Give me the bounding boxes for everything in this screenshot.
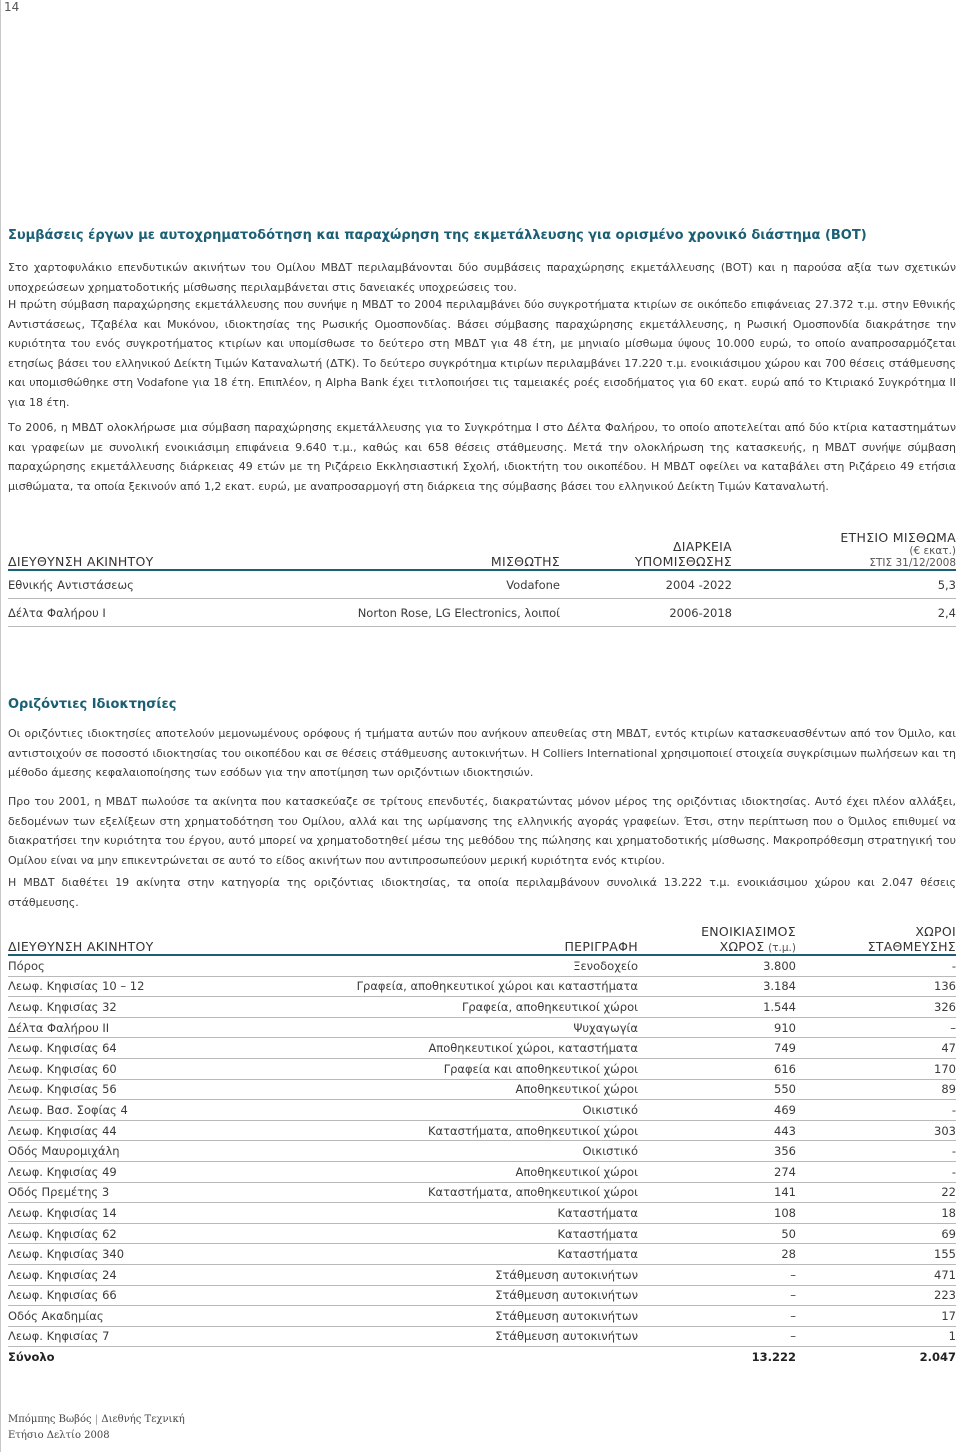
- page-margin-rule: [0, 0, 1, 1452]
- cell-area: 356: [638, 1141, 796, 1162]
- cell-address: Λεωφ. Κηφισίας 7: [8, 1326, 308, 1347]
- cell-address: Λεωφ. Κηφισίας 10 – 12: [8, 976, 308, 997]
- bot-section: [8, 228, 956, 243]
- cell-parking: 303: [796, 1120, 956, 1141]
- cell-description: Γραφεία, αποθηκευτικοί χώροι: [308, 997, 638, 1018]
- cell-area: 910: [638, 1017, 796, 1038]
- cell-parking: -: [796, 1100, 956, 1121]
- cell-parking: 170: [796, 1058, 956, 1079]
- bot-table-block: [8, 530, 956, 627]
- cell-area: 3.184: [638, 976, 796, 997]
- cell-area: 108: [638, 1203, 796, 1224]
- horizontal-table: [8, 924, 956, 1367]
- cell-rent: 2,4: [732, 599, 956, 627]
- cell-description: Γραφεία και αποθηκευτικοί χώροι: [308, 1058, 638, 1079]
- table-row: [8, 1285, 956, 1306]
- cell-parking: 326: [796, 997, 956, 1018]
- table-row: [8, 1017, 956, 1038]
- bot-paragraph-2-block: [8, 295, 956, 412]
- table-row: [8, 1244, 956, 1265]
- horizontal-paragraph-2: Προ του 2001, η ΜΒΔΤ πωλούσε τα ακίνητα που κατασκεύαζε σε τρίτους επενδυτές, διακρατώντας μόνον μέρος της οριζόντιας ιδιοκτησίας. Αυτό έχει πλέον αλλάξει, δεδομένων των εξελίξεων στη χρηματοδότηση του Ομίλου, αλλά και της ωρίμανσης της ελληνικής αγοράς γραφείων. Έτσι, στην περίπτωση που ο Όμιλος επιθυμεί να διακρατήσει την κυριότητα του έργου, αυτό μπορεί να χρηματοδοτηθεί μέσω της μεθόδου της πώλησης και χρηματοδοτικής μίσθωσης. Μακροπρόθεσμη στρατηγική του Ομίλου είναι να μην επικεντρώνεται σε αυτό το είδος ακινήτων που αντιπροσωπεύουν μερική κυριότητα ενός κτιρίου.: [8, 795, 956, 867]
- cell-area: –: [638, 1326, 796, 1347]
- cell-area: 50: [638, 1223, 796, 1244]
- cell-address: Δέλτα Φαλήρου ΙΙ: [8, 1017, 308, 1038]
- cell-description: Στάθμευση αυτοκινήτων: [308, 1285, 638, 1306]
- cell-description: Αποθηκευτικοί χώροι, καταστήματα: [308, 1038, 638, 1059]
- cell-description: Ψυχαγωγία: [308, 1017, 638, 1038]
- cell-address: Οδός Ακαδημίας: [8, 1306, 308, 1327]
- cell-area: 616: [638, 1058, 796, 1079]
- cell-description: Στάθμευση αυτοκινήτων: [308, 1264, 638, 1285]
- footer-doc-title: Διεθνής Τεχνική: [101, 1414, 185, 1425]
- cell-area: 274: [638, 1161, 796, 1182]
- cell-address: Λεωφ. Κηφισίας 32: [8, 997, 308, 1018]
- bot-section-title: Συμβάσεις έργων με αυτοχρηματοδότηση και παραχώρηση της εκμετάλλευσης για ορισμένο χρονικό διάστημα (ΒΟΤ): [8, 228, 867, 243]
- table-row: [8, 1264, 956, 1285]
- cell-parking: 18: [796, 1203, 956, 1224]
- cell-address: Λεωφ. Κηφισίας 49: [8, 1161, 308, 1182]
- cell-tenant: Vodafone: [338, 570, 560, 599]
- table-row: [8, 1100, 956, 1121]
- table-row: [8, 1038, 956, 1059]
- cell-area: 3.800: [638, 955, 796, 976]
- horizontal-header-area: ΕΝΟΙΚΙΑΣΙΜΟΣ ΧΩΡΟΣ (τ.μ.): [638, 924, 796, 955]
- cell-description: Αποθηκευτικοί χώροι: [308, 1161, 638, 1182]
- horizontal-header-description: ΠΕΡΙΓΡΑΦΗ: [308, 924, 638, 955]
- table-row: [8, 1141, 956, 1162]
- horizontal-section-title: Οριζόντιες Ιδιοκτησίες: [8, 697, 177, 712]
- page-number: 14: [4, 0, 20, 14]
- horizontal-paragraph-3-block: [8, 873, 956, 912]
- bot-paragraph-1-block: [8, 258, 956, 297]
- table-row: [8, 1326, 956, 1347]
- total-row: [8, 1347, 956, 1367]
- bot-header-address: ΔΙΕΥΘΥΝΣΗ ΑΚΙΝΗΤΟΥ: [8, 530, 338, 570]
- cell-description: Καταστήματα: [308, 1203, 638, 1224]
- total-parking: 2.047: [919, 1350, 956, 1365]
- cell-area: 141: [638, 1182, 796, 1203]
- cell-description: Οικιστικό: [308, 1141, 638, 1162]
- horizontal-paragraph-2-block: [8, 792, 956, 870]
- cell-parking: 17: [796, 1306, 956, 1327]
- cell-address: Λεωφ. Κηφισίας 64: [8, 1038, 308, 1059]
- total-area: 13.222: [751, 1350, 796, 1365]
- cell-parking: 223: [796, 1285, 956, 1306]
- table-row: [8, 1223, 956, 1244]
- cell-area: 28: [638, 1244, 796, 1265]
- cell-area: 749: [638, 1038, 796, 1059]
- cell-description: Καταστήματα, αποθηκευτικοί χώροι: [308, 1120, 638, 1141]
- cell-area: 469: [638, 1100, 796, 1121]
- cell-tenant: Norton Rose, LG Electronics, λοιποί: [338, 599, 560, 627]
- horizontal-section: [8, 697, 956, 712]
- cell-parking: 1: [796, 1326, 956, 1347]
- bot-header-duration: ΔΙΑΡΚΕΙΑ ΥΠΟΜΙΣΘΩΣΗΣ: [560, 530, 732, 570]
- cell-address: Λεωφ. Κηφισίας 66: [8, 1285, 308, 1306]
- table-row: [8, 1182, 956, 1203]
- footer-company: Μπόμπης Βωβός: [8, 1414, 92, 1425]
- total-description: [308, 1347, 638, 1367]
- cell-description: Γραφεία, αποθηκευτικοί χώροι και καταστήματα: [308, 976, 638, 997]
- cell-duration: 2006-2018: [560, 599, 732, 627]
- cell-address: Λεωφ. Κηφισίας 56: [8, 1079, 308, 1100]
- cell-parking: 22: [796, 1182, 956, 1203]
- cell-parking: -: [796, 955, 956, 976]
- cell-address: Εθνικής Αντιστάσεως: [8, 570, 338, 599]
- cell-description: Ξενοδοχείο: [308, 955, 638, 976]
- table-row: [8, 1079, 956, 1100]
- cell-rent: 5,3: [732, 570, 956, 599]
- bot-paragraph-3-block: [8, 418, 956, 496]
- cell-parking: 471: [796, 1264, 956, 1285]
- cell-description: Οικιστικό: [308, 1100, 638, 1121]
- horizontal-header-address: ΔΙΕΥΘΥΝΣΗ ΑΚΙΝΗΤΟΥ: [8, 924, 308, 955]
- footer-annual-report: Ετήσιο Δελτίο 2008: [8, 1430, 110, 1441]
- cell-address: Οδός Πρεμέτης 3: [8, 1182, 308, 1203]
- horizontal-paragraph-1-block: [8, 724, 956, 783]
- horizontal-paragraph-3: Η ΜΒΔΤ διαθέτει 19 ακίνητα στην κατηγορία της οριζόντιας ιδιοκτησίας, τα οποία περιλαμβάνουν συνολικά 13.222 τ.μ. ενοικιάσιμου χώρου και 2.047 θέσεις στάθμευσης.: [8, 876, 956, 909]
- cell-area: –: [638, 1306, 796, 1327]
- cell-area: 443: [638, 1120, 796, 1141]
- cell-parking: –: [796, 1017, 956, 1038]
- table-row: [8, 1120, 956, 1141]
- table-row: [8, 1203, 956, 1224]
- cell-description: Καταστήματα: [308, 1223, 638, 1244]
- cell-duration: 2004 -2022: [560, 570, 732, 599]
- bot-header-tenant: ΜΙΣΘΩΤΗΣ: [338, 530, 560, 570]
- cell-address: Λεωφ. Βασ. Σοφίας 4: [8, 1100, 308, 1121]
- cell-address: Λεωφ. Κηφισίας 62: [8, 1223, 308, 1244]
- total-label: Σύνολο: [8, 1350, 55, 1365]
- cell-parking: 89: [796, 1079, 956, 1100]
- cell-parking: 69: [796, 1223, 956, 1244]
- table-row: [8, 570, 956, 599]
- cell-description: Αποθηκευτικοί χώροι: [308, 1079, 638, 1100]
- bot-header-rent: ΕΤΗΣΙΟ ΜΙΣΘΩΜΑ (€ εκατ.) ΣΤΙΣ 31/12/2008: [732, 530, 956, 570]
- cell-area: 550: [638, 1079, 796, 1100]
- horizontal-header-parking: ΧΩΡΟΙ ΣΤΑΘΜΕΥΣΗΣ: [796, 924, 956, 955]
- cell-description: Καταστήματα: [308, 1244, 638, 1265]
- table-row: [8, 1058, 956, 1079]
- cell-area: –: [638, 1264, 796, 1285]
- cell-description: Στάθμευση αυτοκινήτων: [308, 1326, 638, 1347]
- cell-parking: 155: [796, 1244, 956, 1265]
- bot-table: [8, 530, 956, 627]
- table-row: [8, 955, 956, 976]
- cell-address: Λεωφ. Κηφισίας 340: [8, 1244, 308, 1265]
- cell-address: Λεωφ. Κηφισίας 44: [8, 1120, 308, 1141]
- table-row: [8, 1306, 956, 1327]
- horizontal-paragraph-1: Οι οριζόντιες ιδιοκτησίες αποτελούν μεμονωμένους ορόφους ή τμήματα αυτών που ανήκουν απευθείας στη ΜΒΔΤ, εντός κτιρίων κατασκευασθέντων από τον Όμιλο, και αντιστοιχούν σε ποσοστό ιδιοκτησίας του οικοπέδου και σε θέσεις στάθμευσης αυτοκινήτων. Η Colliers International χρησιμοποιεί στοιχεία συγκρίσιμων πωλήσεων και τη μέθοδο άμεσης κεφαλαιοποίησης των εσόδων για την αποτίμηση των οριζόντιων ιδιοκτησιών.: [8, 727, 956, 779]
- cell-address: Λεωφ. Κηφισίας 60: [8, 1058, 308, 1079]
- table-row: [8, 1161, 956, 1182]
- cell-address: Δέλτα Φαλήρου Ι: [8, 599, 338, 627]
- cell-address: Πόρος: [8, 955, 308, 976]
- horizontal-table-block: [8, 924, 956, 1367]
- cell-parking: -: [796, 1161, 956, 1182]
- table-row: [8, 599, 956, 627]
- bot-paragraph-2: Η πρώτη σύμβαση παραχώρησης εκμετάλλευσης που συνήψε η ΜΒΔΤ το 2004 περιλαμβάνει δύο συγκροτήματα κτιρίων σε οικόπεδο επιφάνειας 27.372 τ.μ. στην Εθνικής Αντιστάσεως, Τζαβέλα και Μυκόνου, ιδιοκτησίας της Ρωσικής Ομοσπονδίας. Βάσει σύμβασης παραχώρησης εκμετάλλευσης, η Ρωσική Ομοσπονδία διακράτησε την κυριότητα του ενός συγκροτήματος κτιρίων και υπομίσθωσε το δεύτερο στη ΜΒΔΤ για 48 έτη, με μηνιαίο μίσθωμα ύψους 10.000 ευρώ, το οποίο αναπροσαρμόζεται ετησίως βάσει του ελληνικού Δείκτη Τιμών Καταναλωτή (ΔΤΚ). Το δεύτερο συγκρότημα κτιρίων περιλαμβάνει 17.220 τ.μ. ενοικιάσιμου χώρου και 700 θέσεις στάθμευσης και υπομισθώθηκε στη Vodafone για 18 έτη. Επιπλέον, η Alpha Bank έχει τιτλοποιήσει τις ταμειακές ροές εισοδήματος για 60 εκατ. ευρώ από το Κτιριακό Συγκρότημα ΙΙ για 18 έτη.: [8, 298, 956, 409]
- bot-paragraph-1: Στο χαρτοφυλάκιο επενδυτικών ακινήτων του Ομίλου ΜΒΔΤ περιλαμβάνονται δύο συμβάσεις παραχώρησης εκμετάλλευσης (ΒΟΤ) και η παρούσα αξία των σχετικών υποχρεώσεων χρηματοδοτικής μίσθωσης περιλαμβάνεται στις δανειακές υποχρεώσεις του.: [8, 261, 956, 294]
- table-row: [8, 976, 956, 997]
- cell-address: Οδός Μαυρομιχάλη: [8, 1141, 308, 1162]
- cell-area: 1.544: [638, 997, 796, 1018]
- cell-area: –: [638, 1285, 796, 1306]
- footer: Μπόμπης Βωβός | Διεθνής Τεχνική Ετήσιο Δελτίο 2008: [8, 1412, 185, 1444]
- cell-description: Καταστήματα, αποθηκευτικοί χώροι: [308, 1182, 638, 1203]
- cell-description: Στάθμευση αυτοκινήτων: [308, 1306, 638, 1327]
- cell-address: Λεωφ. Κηφισίας 24: [8, 1264, 308, 1285]
- cell-parking: 136: [796, 976, 956, 997]
- cell-address: Λεωφ. Κηφισίας 14: [8, 1203, 308, 1224]
- table-row: [8, 997, 956, 1018]
- bot-paragraph-3: Το 2006, η ΜΒΔΤ ολοκλήρωσε μια σύμβαση παραχώρησης εκμετάλλευσης για το Συγκρότημα Ι στο Δέλτα Φαλήρου, το οποίο αποτελείται από δύο κτίρια καταστημάτων και γραφείων με συνολική ενοικιάσιμη επιφάνεια 9.640 τ.μ., καθώς και 658 θέσεις στάθμευσης. Μετά την ολοκλήρωση της κατασκευής, η ΜΒΔΤ συνήψε σύμβαση παραχώρησης εκμετάλλευσης διάρκειας 49 ετών με τη Ριζάρειο Εκκλησιαστική Σχολή, ιδιοκτήτη του οικοπέδου. Η ΜΒΔΤ οφείλει να καταβάλει στη Ριζάρειο 49 ετήσια μισθώματα, τα οποία ξεκινούν από 1,2 εκατ. ευρώ, με αναπροσαρμογή στη διάρκεια της σύμβασης βάσει του ελληνικού Δείκτη Τιμών Καταναλωτή.: [8, 421, 956, 493]
- cell-parking: 47: [796, 1038, 956, 1059]
- cell-parking: -: [796, 1141, 956, 1162]
